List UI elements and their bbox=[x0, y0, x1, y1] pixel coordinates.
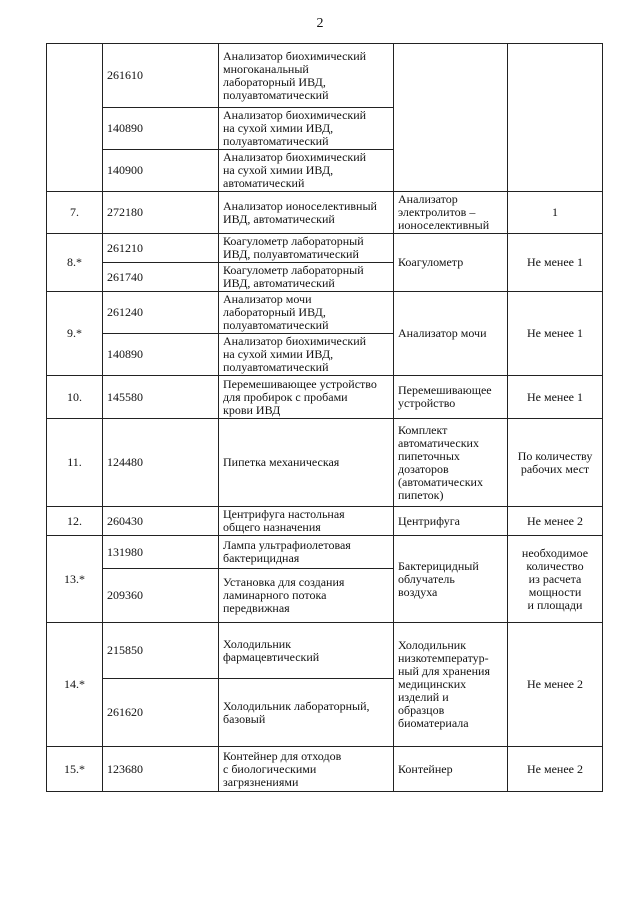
item-number: 8.* bbox=[47, 234, 103, 292]
item-number: 14.* bbox=[47, 623, 103, 747]
table-row bbox=[47, 747, 603, 792]
equipment-table bbox=[46, 43, 603, 792]
required-quantity bbox=[508, 44, 603, 192]
required-quantity: Не менее 2 bbox=[508, 623, 603, 747]
nomenclature-code: 209360 bbox=[103, 569, 219, 623]
equipment-type: Анализатор электролитов – ионоселективный bbox=[394, 192, 508, 234]
required-quantity: необходимое количество из расчета мощности и площади bbox=[508, 536, 603, 623]
item-number: 9.* bbox=[47, 292, 103, 376]
required-quantity: Не менее 1 bbox=[508, 292, 603, 376]
device-name: Анализатор биохимический на сухой химии ИВД, автоматический bbox=[219, 150, 394, 192]
nomenclature-code: 261210 bbox=[103, 234, 219, 263]
device-name: Контейнер для отходов с биологическими загрязнениями bbox=[219, 747, 394, 792]
item-number: 12. bbox=[47, 507, 103, 536]
nomenclature-code: 131980 bbox=[103, 536, 219, 569]
equipment-type: Анализатор мочи bbox=[394, 292, 508, 376]
nomenclature-code: 272180 bbox=[103, 192, 219, 234]
device-name: Анализатор ионоселективный ИВД, автоматический bbox=[219, 192, 394, 234]
nomenclature-code: 261740 bbox=[103, 263, 219, 292]
equipment-type: Бактерицидный облучатель воздуха bbox=[394, 536, 508, 623]
required-quantity: По количеству рабочих мест bbox=[508, 419, 603, 507]
required-quantity: Не менее 1 bbox=[508, 376, 603, 419]
equipment-type: Перемешивающее устройство bbox=[394, 376, 508, 419]
nomenclature-code: 140890 bbox=[103, 334, 219, 376]
equipment-type: Комплект автоматических пипеточных дозаторов (автоматических пипеток) bbox=[394, 419, 508, 507]
table-row bbox=[47, 234, 603, 263]
nomenclature-code: 260430 bbox=[103, 507, 219, 536]
device-name: Анализатор биохимический на сухой химии ИВД, полуавтоматический bbox=[219, 108, 394, 150]
device-name: Установка для создания ламинарного потока передвижная bbox=[219, 569, 394, 623]
device-name: Холодильник фармацевтический bbox=[219, 623, 394, 679]
device-name: Лампа ультрафиолетовая бактерицидная bbox=[219, 536, 394, 569]
nomenclature-code: 261610 bbox=[103, 44, 219, 108]
table-row bbox=[47, 376, 603, 419]
nomenclature-code: 215850 bbox=[103, 623, 219, 679]
item-number: 11. bbox=[47, 419, 103, 507]
required-quantity: Не менее 1 bbox=[508, 234, 603, 292]
nomenclature-code: 261240 bbox=[103, 292, 219, 334]
equipment-type: Контейнер bbox=[394, 747, 508, 792]
table-row bbox=[47, 292, 603, 334]
device-name: Коагулометр лабораторный ИВД, автоматический bbox=[219, 263, 394, 292]
nomenclature-code: 145580 bbox=[103, 376, 219, 419]
table-row bbox=[47, 623, 603, 679]
table-body bbox=[47, 44, 603, 792]
device-name: Перемешивающее устройство для пробирок с пробами крови ИВД bbox=[219, 376, 394, 419]
device-name: Анализатор биохимический на сухой химии ИВД, полуавтоматический bbox=[219, 334, 394, 376]
nomenclature-code: 261620 bbox=[103, 679, 219, 747]
item-number: 15.* bbox=[47, 747, 103, 792]
item-number bbox=[47, 44, 103, 192]
device-name: Центрифуга настольная общего назначения bbox=[219, 507, 394, 536]
equipment-type: Центрифуга bbox=[394, 507, 508, 536]
required-quantity: Не менее 2 bbox=[508, 507, 603, 536]
table-row bbox=[47, 419, 603, 507]
device-name: Пипетка механическая bbox=[219, 419, 394, 507]
table-row bbox=[47, 44, 603, 108]
table-row bbox=[47, 192, 603, 234]
equipment-type: Холодильник низкотемператур- ный для хранения медицинских изделий и образцов биоматериала bbox=[394, 623, 508, 747]
page-number: 2 bbox=[316, 16, 324, 31]
nomenclature-code: 123680 bbox=[103, 747, 219, 792]
device-name: Анализатор мочи лабораторный ИВД, полуавтоматический bbox=[219, 292, 394, 334]
device-name: Холодильник лабораторный, базовый bbox=[219, 679, 394, 747]
device-name: Коагулометр лабораторный ИВД, полуавтоматический bbox=[219, 234, 394, 263]
table-row bbox=[47, 536, 603, 569]
nomenclature-code: 140900 bbox=[103, 150, 219, 192]
required-quantity: 1 bbox=[508, 192, 603, 234]
item-number: 7. bbox=[47, 192, 103, 234]
nomenclature-code: 124480 bbox=[103, 419, 219, 507]
item-number: 10. bbox=[47, 376, 103, 419]
required-quantity: Не менее 2 bbox=[508, 747, 603, 792]
table-row bbox=[47, 507, 603, 536]
item-number: 13.* bbox=[47, 536, 103, 623]
equipment-type: Коагулометр bbox=[394, 234, 508, 292]
equipment-type bbox=[394, 44, 508, 192]
nomenclature-code: 140890 bbox=[103, 108, 219, 150]
device-name: Анализатор биохимический многоканальный лабораторный ИВД, полуавтоматический bbox=[219, 44, 394, 108]
